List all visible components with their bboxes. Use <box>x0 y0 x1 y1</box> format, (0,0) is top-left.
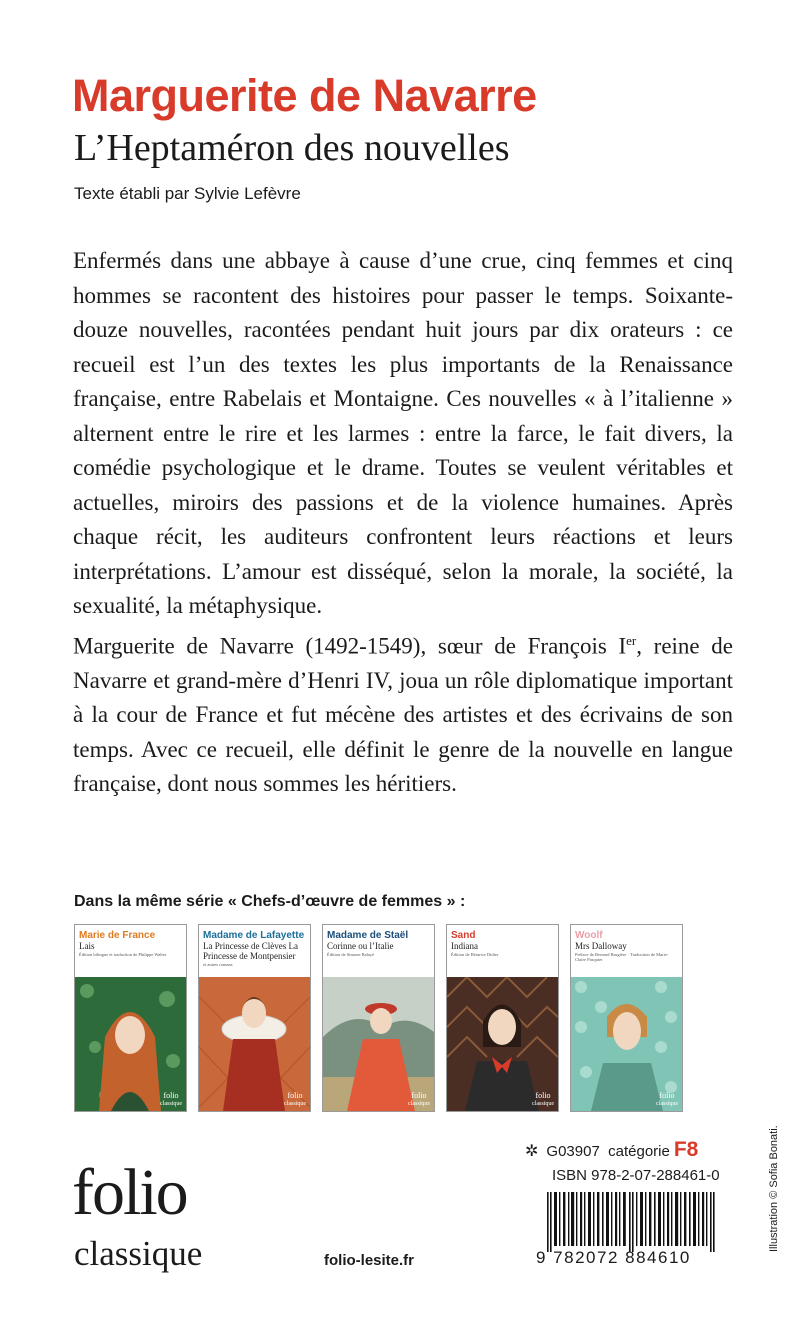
cover-madame-de-stael[interactable] <box>322 924 435 1112</box>
mini-logo-line1: folio <box>287 1091 303 1100</box>
blurb-p2-end: , reine de Navarre et grand-mère d’Henri IV, joua un rôle diplomatique important à la cour de France et fut mécène des artistes et des écrivains de son temps. Avec ce recueil, elle définit le genre de la nouvelle en langue française, dont nous sommes les héritiers. <box>73 633 733 797</box>
mini-logo-line1: folio <box>659 1091 675 1100</box>
cover-sand[interactable] <box>446 924 559 1112</box>
blurb-paragraph-1: Enfermés dans une abbaye à cause d’une crue, cinq femmes et cinq hommes se racontent des histoires pour passer le temps. Soixante-douze nouvelles, racontées pendant huit jours par dix orateurs : ce recueil est l’un des textes les plus importants de la Renaissance française, entre Rabelais et Montaigne. Ces nouvelles « à l’italienne » alternent entre le rire et les larmes : entre la farce, le fait divers, la comédie psychologique et le drame. Toutes se veulent véritables et actuelles, miroirs des passions et de la violence humaines. Après chaque récit, les auditeurs confrontent leurs réactions et leurs interprétations. L’amour est disséqué, selon la morale, la société, la sexualité, la métaphysique. <box>73 248 733 618</box>
mini-folio-logo <box>408 1092 430 1108</box>
cover-head <box>323 925 434 977</box>
cover-note: Édition bilingue et traduction de Philippe Walter <box>79 952 167 957</box>
mini-folio-logo <box>656 1092 678 1108</box>
mini-logo-line1: folio <box>535 1091 551 1100</box>
cover-author: Madame de Staël <box>327 930 409 941</box>
cover-head <box>75 925 186 977</box>
cover-author: Woolf <box>575 930 603 941</box>
blurb-p2-sup: er <box>626 632 637 648</box>
cover-head <box>199 925 310 977</box>
cover-woolf[interactable] <box>570 924 683 1112</box>
folio-logo: folio <box>72 1156 187 1229</box>
book-title: L’Heptaméron des nouvelles <box>74 127 510 169</box>
blurb-paragraph-2 <box>73 624 733 802</box>
cover-title: Lais <box>79 941 95 951</box>
cover-author: Madame de Lafayette <box>203 930 305 941</box>
cover-head <box>447 925 558 977</box>
mini-logo-line1: folio <box>163 1091 179 1100</box>
cover-madame-de-lafayette[interactable] <box>198 924 311 1112</box>
series-label: Dans la même série « Chefs-d’œuvre de femmes » : <box>74 893 466 910</box>
publisher-icon: ✲ <box>525 1143 539 1160</box>
mini-folio-logo <box>160 1092 182 1108</box>
cover-title: Mrs Dalloway <box>575 941 627 951</box>
cover-note: Édition de Béatrice Didier <box>451 952 499 957</box>
series-covers <box>74 924 686 1112</box>
cover-title: Corinne ou l’Italie <box>327 941 394 951</box>
isbn: ISBN 978-2-07-288461-0 <box>552 1167 720 1184</box>
cover-author: Sand <box>451 930 476 941</box>
mini-logo-line2: classique <box>532 1101 554 1107</box>
category-label: catégorie <box>608 1143 670 1160</box>
book-editor: Texte établi par Sylvie Lefèvre <box>74 184 301 203</box>
mini-logo-line2: classique <box>160 1101 182 1107</box>
barcode <box>547 1192 717 1252</box>
mini-folio-logo <box>284 1092 306 1108</box>
cover-note: Édition de Simone Balayé <box>327 952 375 957</box>
publisher-website[interactable]: folio-lesite.fr <box>324 1252 415 1269</box>
mini-logo-line1: folio <box>411 1091 427 1100</box>
illustration-credit: Illustration © Sofia Bonati. <box>768 1125 780 1252</box>
cover-author: Marie de France <box>79 930 156 941</box>
category-value: F8 <box>673 1138 699 1161</box>
mini-folio-logo <box>532 1092 554 1108</box>
back-cover-blurb <box>73 244 733 802</box>
cover-marie-de-france[interactable] <box>74 924 187 1112</box>
folio-logo-subtitle: classique <box>74 1234 203 1273</box>
cover-note: Préface de Bernard Brugière · Traduction de Marie-Claire Pasquier <box>575 952 669 962</box>
cover-note: et autres romans <box>203 962 233 967</box>
barcode-digits: 9 782072 884610 <box>536 1248 691 1267</box>
mini-logo-line2: classique <box>408 1101 430 1107</box>
mini-logo-line2: classique <box>284 1101 306 1107</box>
product-code <box>525 1138 698 1162</box>
cover-head <box>571 925 682 977</box>
book-author: Marguerite de Navarre <box>72 70 537 121</box>
cover-title: La Princesse de Clèves La Princesse de Montpensier <box>203 941 298 961</box>
mini-logo-line2: classique <box>656 1101 678 1107</box>
blurb-p2-start: Marguerite de Navarre (1492-1549), sœur de François I <box>73 633 627 659</box>
product-code-value: G03907 <box>546 1143 600 1160</box>
cover-title: Indiana <box>451 941 478 951</box>
